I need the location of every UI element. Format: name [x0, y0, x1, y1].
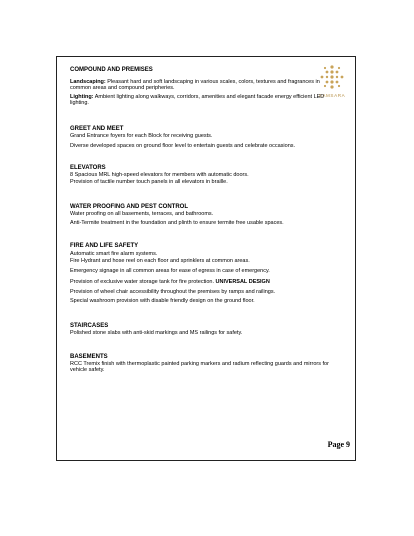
section-elevators — [70, 164, 340, 186]
elevators-line-1: 8 Spacious MRL high-speed elevators for members with automatic doors. — [70, 172, 249, 178]
page-number: Page 9 — [327, 440, 350, 449]
basements-line-1: RCC Tremix finish with thermoplastic painted parking markers and radium reflecting guards and mirrors for vehicle safety. — [70, 361, 329, 374]
fire-line-4-text: Provision of exclusive water storage tank for fire protection. — [70, 279, 214, 285]
section-heading: WATER PROOFING AND PEST CONTROL — [70, 204, 188, 210]
lighting-text: Ambient lighting along walkways, corridors, amenities and elegant facade energy efficient LED lighting. — [70, 93, 325, 107]
section-fire-life-safety — [70, 242, 340, 305]
lighting-label: Lighting: — [70, 93, 94, 100]
greet-line-1: Grand Entrance foyers for each Block for receiving guests. — [70, 133, 213, 139]
section-heading: COMPOUND AND PREMISES — [70, 67, 153, 73]
section-heading: GREET AND MEET — [70, 126, 124, 132]
section-heading: FIRE AND LIFE SAFETY — [70, 243, 139, 249]
fire-line-5: Provision of wheel chair accessibility throughout the premises by ramps and railings. — [70, 289, 276, 295]
section-compound-premises — [70, 66, 340, 107]
water-line-1: Water proofing on all basements, terraces, and bathrooms. — [70, 211, 214, 217]
landscaping-label: Landscaping: — [70, 79, 106, 85]
section-basements — [70, 353, 340, 374]
elevators-line-2: Provision of tactile number touch panels in all elevators in braille. — [70, 179, 228, 185]
fire-line-4 — [70, 279, 340, 286]
greet-line-2: Diverse developed spaces on ground floor level to entertain guests and celebrate occasions. — [70, 143, 296, 149]
section-water-pest — [70, 203, 340, 227]
logo-wordmark: SAMSARA — [318, 93, 346, 98]
section-heading: BASEMENTS — [70, 354, 108, 360]
universal-design-heading: UNIVERSAL DESIGN — [215, 279, 270, 285]
section-heading: STAIRCASES — [70, 323, 109, 329]
landscaping-paragraph — [70, 79, 340, 92]
staircases-line-1: Polished stone slabs with anti-skid markings and MS railings for safety. — [70, 330, 243, 336]
section-greet-meet — [70, 125, 340, 150]
fire-line-1: Automatic smart fire alarm systems. — [70, 251, 158, 257]
water-line-2: Anti-Termite treatment in the foundation and plinth to ensure termite free usable spaces. — [70, 220, 284, 226]
lighting-paragraph — [70, 94, 330, 107]
fire-line-2: Fire Hydrant and hose reel on each floor and sprinklers at common areas. — [70, 258, 250, 264]
landscaping-text: Pleasant hard and soft landscaping in various scales, colors, textures and fragrances in common areas and compound peripheries. — [70, 79, 320, 92]
fire-line-6: Special washroom provision with disable friendly design on the ground floor. — [70, 298, 255, 304]
section-staircases — [70, 322, 340, 337]
section-heading: ELEVATORS — [70, 165, 106, 171]
fire-line-3: Emergency signage in all common areas for ease of egress in case of emergency. — [70, 268, 270, 274]
